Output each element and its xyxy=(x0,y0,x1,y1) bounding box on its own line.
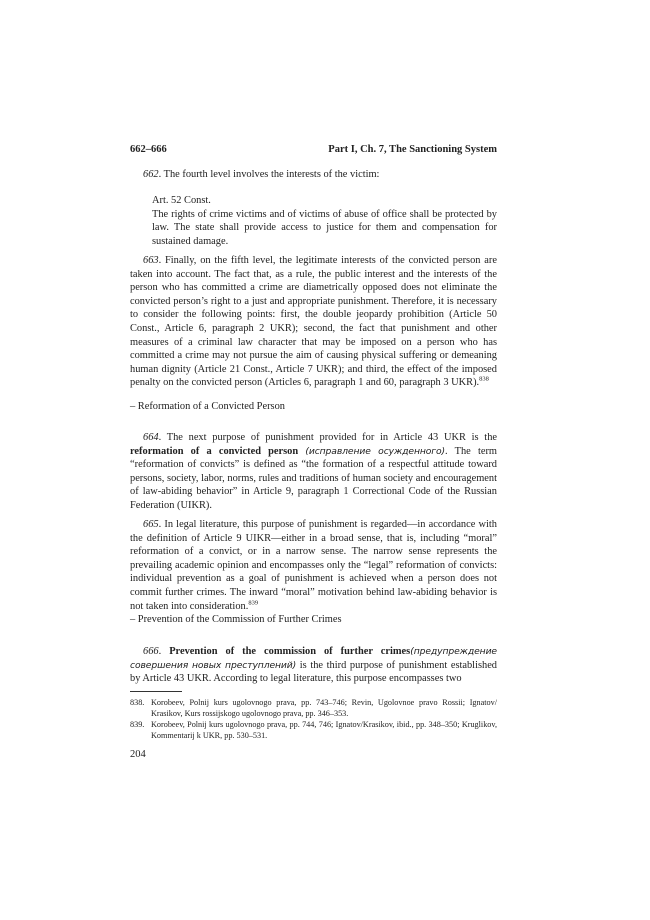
footnote-text: Korobeev, Polnij kurs ugolovnogo prava, pp. 743–746; Revin, Ugolovnoe pravo Rossii; Ignatov/ Krasikov, Kurs rossijskogo ugolovnogo prava, pp. 346–353. xyxy=(151,698,497,718)
russian-term: (исправление осужденного) xyxy=(305,445,446,457)
marginal-number: 665 xyxy=(143,519,159,530)
footnote-838 xyxy=(130,697,497,719)
footnote-number: 838. xyxy=(130,698,145,707)
paragraph-text: . xyxy=(158,646,170,657)
marginal-number: 666 xyxy=(143,646,159,657)
header-marginal-numbers: 662–666 xyxy=(130,144,167,155)
bold-term: Prevention of the commission of further crimes xyxy=(169,646,411,657)
marginal-number: 664 xyxy=(143,432,159,443)
paragraph-text: is the third purpose of punishment established by Article 43 UKR. According to legal literature, this purpose encompasses two xyxy=(130,659,497,685)
paragraph-663 xyxy=(130,254,497,390)
paragraph-665 xyxy=(130,518,497,613)
paragraph-662 xyxy=(130,168,497,182)
footnote-ref[interactable]: 839 xyxy=(248,599,259,607)
paragraph-text: . The term “reformation of convicts” is defined as “the formation of a respectful attitude toward persons, society, labor, norms, rules and traditions of human society and encouragement of law-abiding behavior” in Article 9, paragraph 1 Correctional Code of the Russian Federation (UIKR). xyxy=(130,445,497,511)
quote-text: The rights of crime victims and of victims of abuse of office shall be protected by law. The state shall provide access to justice for them and compensation for sustained damage. xyxy=(152,208,497,247)
paragraph-text: . In legal literature, this purpose of punishment is regarded—in accordance with the definition of Article 9 UIKR—either in a broad sense, that is, including “moral” reformation of a convict, or in a narrow sense. The narrow sense represents the prevailing academic opinion and encompasses only the “legal” reformation of convicts: individual prevention as a goal of punishment is achieved when a person does not commit further crimes. The inward “moral” motivation behind law-abiding behavior is not taken into consideration. xyxy=(130,519,497,612)
running-header xyxy=(130,144,497,160)
footnote-text: Korobeev, Polnij kurs ugolovnogo prava, pp. 744, 746; Ignatov/Krasikov, ibid., pp. 348–350; Kruglikov, Kommentarij k UKR, pp. 530–531. xyxy=(151,720,497,740)
russian-term: (предупреждение совершения новых преступлений) xyxy=(130,646,497,671)
quote-source: Art. 52 Const. xyxy=(152,195,211,206)
marginal-number: 663 xyxy=(143,255,159,266)
paragraph-text: . The fourth level involves the interests of the victim: xyxy=(158,169,380,180)
section-heading: – Prevention of the Commission of Further Crimes xyxy=(130,614,342,625)
paragraph-text: . The next purpose of punishment provided for in Article 43 UKR is the xyxy=(158,432,497,443)
marginal-number: 662 xyxy=(143,169,159,180)
footnote-number: 839. xyxy=(130,720,145,729)
paragraph-666 xyxy=(130,645,497,686)
footnote-839 xyxy=(130,719,497,741)
footnote-ref[interactable]: 838 xyxy=(479,375,489,383)
bold-term: reformation of a convicted person xyxy=(130,445,299,457)
header-chapter-title: Part I, Ch. 7, The Sanctioning System xyxy=(328,144,497,155)
paragraph-664 xyxy=(130,431,497,513)
quoted-article xyxy=(152,194,497,248)
section-heading: – Reformation of a Convicted Person xyxy=(130,401,285,412)
page-number: 204 xyxy=(130,749,146,760)
footnote-divider xyxy=(130,691,182,692)
paragraph-text: . Finally, on the fifth level, the legitimate interests of the convicted person are taken into account. The fact that, as a rule, the public interest and the interests of the person who has committed a crime are diametrically opposed does not eliminate the convicted person’s right to a just and appropriate punishment. Therefore, it is necessary to consider the following points: first, the double jeopardy prohibition (Article 50 Const., Article 6, paragraph 2 UKR); second, the fact that punishment and other measures of a criminal law character that may be imposed on a person who has committed a crime may not pursue the aim of causing physical suffering or demeaning human dignity (Article 21 Const., Article 7 UKR); and third, the effect of the imposed penalty on the convicted person (Articles 6, paragraph 1 and 60, paragraph 3 UKR). xyxy=(130,255,497,389)
